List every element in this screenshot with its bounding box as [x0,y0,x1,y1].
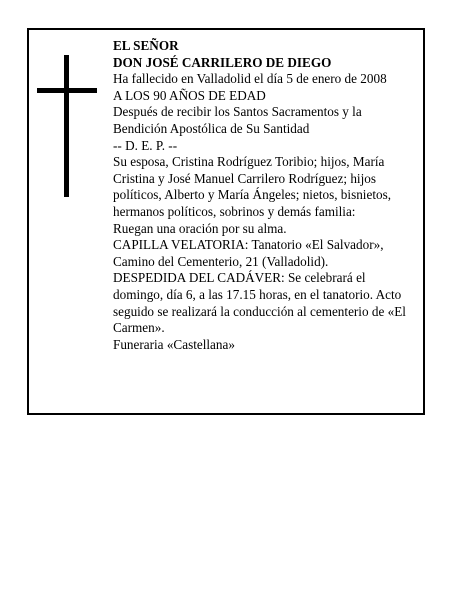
family-line: Su esposa, Cristina Rodríguez Toribio; hijos, María Cristina y José Manuel Carrilero Rodríguez; hijos políticos, Alberto y María Ángeles; nietos, bisnietos, hermanos políticos, sobrinos y demás familia: [113,154,391,219]
prayer-line: Ruegan una oración por su alma. [113,220,287,236]
death-announcement: Ha fallecido en Valladolid el día 5 de enero de 2008 [113,71,387,87]
farewell-line: DESPEDIDA DEL CADÁVER: Se celebrará el domingo, día 6, a las 17.15 horas, en el tanatorio. Acto seguido se realizará la conducción al cementerio de «El Carmen». [113,270,406,336]
age-line: A LOS 90 AÑOS DE EDAD [113,87,266,103]
heading-title: EL SEÑOR [113,38,179,53]
cross-vertical-bar [64,55,69,197]
cross-horizontal-bar [37,88,97,93]
deceased-name: DON JOSÉ CARRILERO DE DIEGO [113,54,332,70]
sacraments-line: Después de recibir los Santos Sacramentos y la Bendición Apostólica de Su Santidad [113,104,362,136]
funeral-home-line: Funeraria «Castellana» [113,336,235,352]
chapel-line: CAPILLA VELATORIA: Tanatorio «El Salvador», Camino del Cementerio, 21 (Valladolid). [113,237,384,269]
rip-line: -- D. E. P. -- [113,137,178,153]
cross-icon [37,55,97,197]
obituary-text [113,38,413,353]
